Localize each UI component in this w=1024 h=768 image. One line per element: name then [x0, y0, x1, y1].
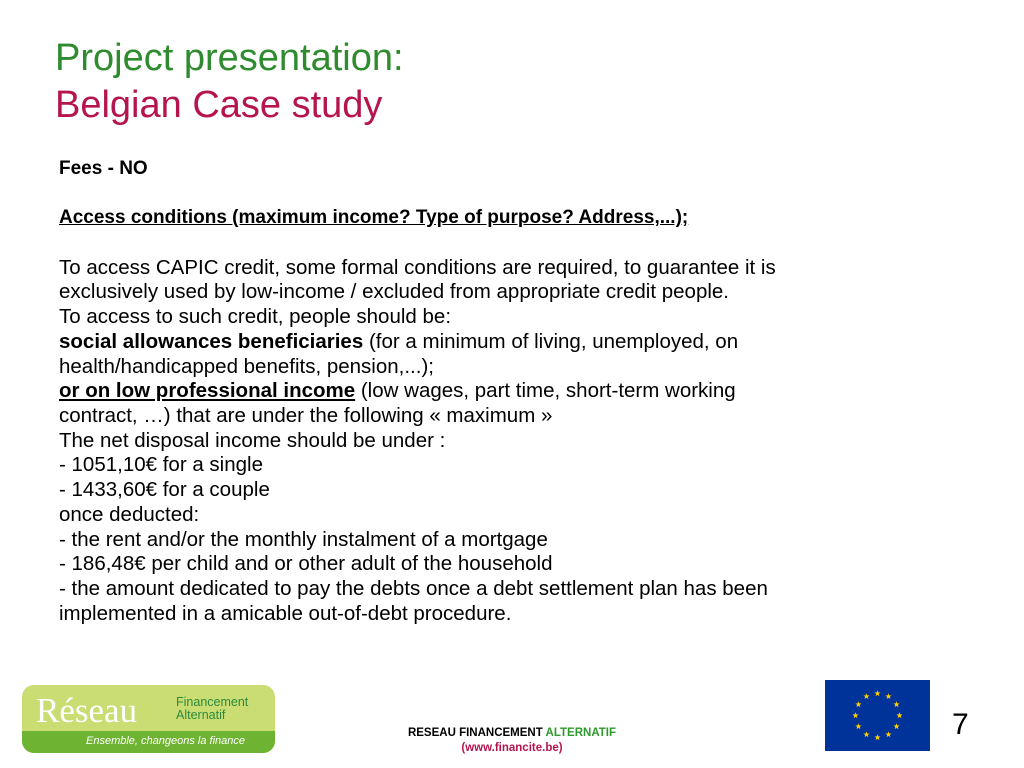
list-item: - 186,48€ per child and or other adult of the household — [59, 552, 553, 576]
page-number: 7 — [952, 708, 969, 741]
slide-title-line2: Belgian Case study — [55, 84, 383, 126]
footer-url: (www.financite.be) — [461, 742, 563, 754]
paragraph-line: contract, …) that are under the following « maximum » — [59, 404, 553, 427]
paragraph-line: health/handicapped benefits, pension,...); — [59, 354, 434, 378]
access-conditions-heading: Access conditions (maximum income? Type of purpose? Address,...); — [59, 207, 689, 229]
social-allowances-line — [59, 330, 969, 355]
list-item: - the rent and/or the monthly instalment of a mortgage — [59, 527, 548, 551]
logo-tagline: Ensemble, changeons la finance — [86, 735, 245, 747]
social-allowances-bold: social allowances beneficiaries — [59, 329, 364, 353]
low-income-rest: (low wages, part time, short-term working — [355, 379, 736, 403]
eu-flag-icon — [825, 680, 930, 751]
spacer — [59, 182, 969, 207]
fees-line: Fees - NO — [59, 158, 148, 179]
slide-body — [59, 157, 969, 626]
paragraph-line: once deducted: — [59, 502, 200, 526]
slide-title-line1: Project presentation: — [55, 37, 404, 79]
paragraph-line: To access CAPIC credit, some formal conditions are required, to guarantee it is — [59, 255, 776, 279]
footer-org-alt: ALTERNATIF — [545, 727, 617, 739]
low-income-line — [59, 379, 969, 404]
paragraph-line: implemented in a amicable out-of-debt procedure. — [59, 601, 512, 625]
footer-org-name: RESEAU FINANCEMENT — [407, 727, 543, 739]
logo-sub2: Alternatif — [176, 708, 226, 722]
logo-sub1: Financement — [176, 695, 249, 709]
list-item: - the amount dedicated to pay the debts once a debt settlement plan has been — [59, 576, 768, 600]
paragraph-line: To access to such credit, people should be: — [59, 305, 452, 329]
social-allowances-rest: (for a minimum of living, unemployed, on — [363, 329, 739, 353]
low-income-bold: or on low professional income — [59, 379, 356, 403]
spacer — [59, 231, 969, 256]
paragraph-line: exclusively used by low-income / excluded from appropriate credit people. — [59, 280, 730, 304]
list-item: - 1433,60€ for a couple — [59, 478, 270, 502]
logo-name: Réseau — [36, 691, 138, 730]
paragraph-line: The net disposal income should be under : — [59, 428, 446, 452]
list-item: - 1051,10€ for a single — [59, 453, 263, 477]
